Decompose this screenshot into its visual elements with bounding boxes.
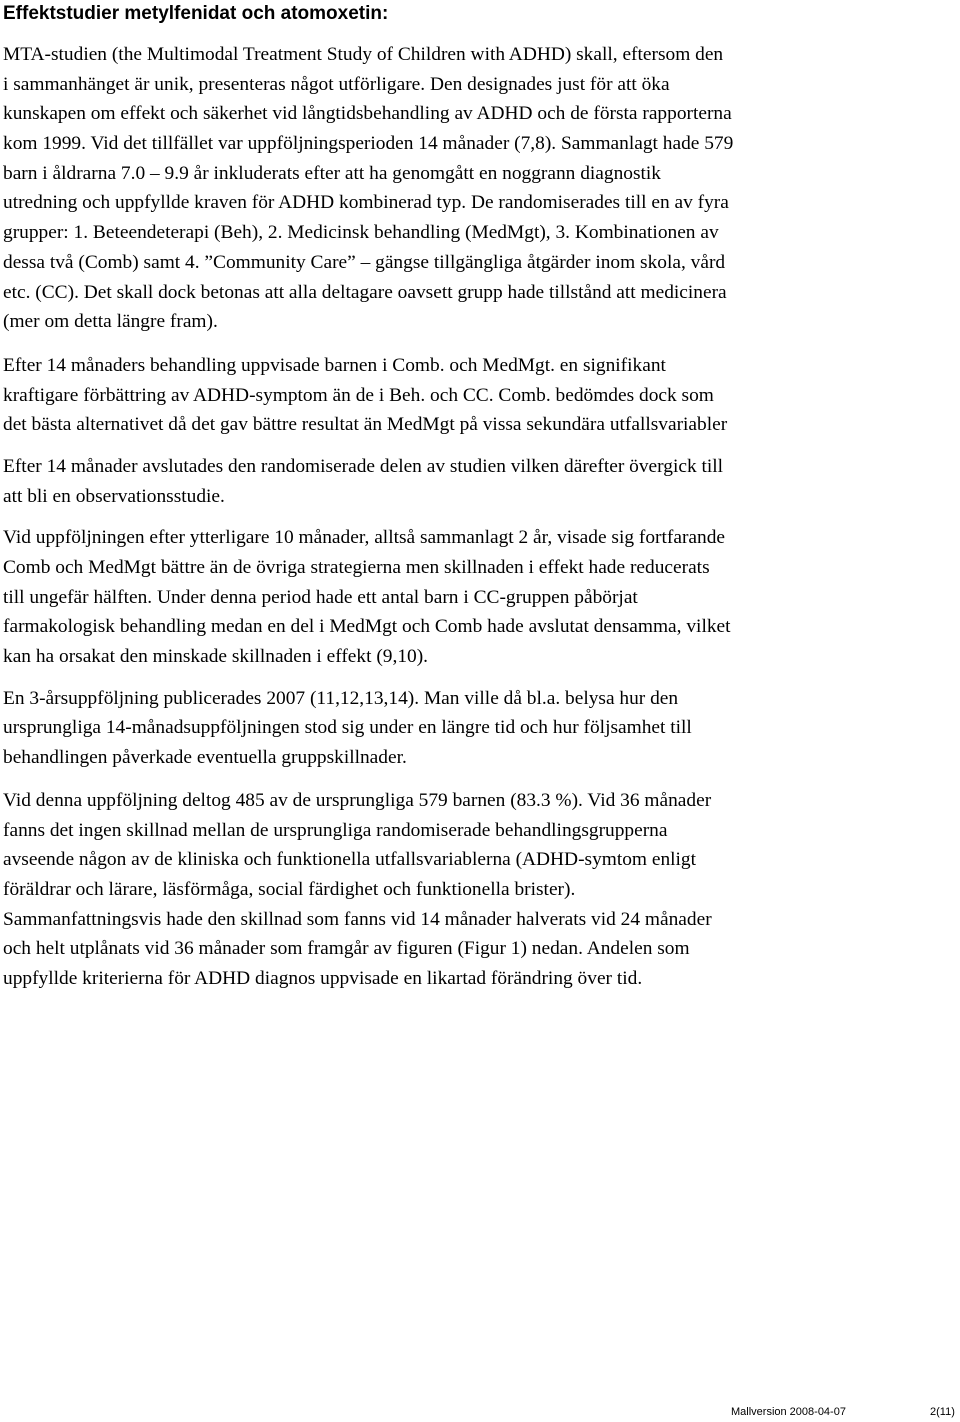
text-line: Efter 14 månader avslutades den randomiserade delen av studien vilken därefter övergick till — [3, 455, 724, 477]
text-line: etc. (CC). Det skall dock betonas att alla deltagare oavsett grupp hade tillstånd att medicinera — [3, 281, 727, 303]
text-line: utredning och uppfyllde kraven för ADHD kombinerad typ. De randomiserades till en av fyra — [3, 192, 729, 214]
text-line: föräldrar och lärare, läsförmåga, social färdighet och funktionella brister). — [3, 878, 576, 900]
text-line: det bästa alternativet då det gav bättre resultat än MedMgt på vissa sekundära utfallsvariabler — [3, 414, 728, 436]
paragraph-24-month-followup — [3, 523, 951, 671]
text-line: fanns det ingen skillnad mellan de ursprungliga randomiserade behandlingsgrupperna — [3, 819, 668, 841]
text-line: Efter 14 månaders behandling uppvisade barnen i Comb. och MedMgt. en signifikant — [3, 354, 666, 376]
text-line: till ungefär hälften. Under denna period hade ett antal barn i CC-gruppen påbörjat — [3, 586, 638, 608]
text-line: kom 1999. Vid det tillfället var uppföljningsperioden 14 månader (7,8). Sammanlagt hade 579 — [3, 133, 734, 155]
text-line: barn i åldrarna 7.0 – 9.9 år inkluderats efter att ha genomgått en noggrann diagnostik — [3, 162, 661, 184]
document-page — [3, 0, 951, 994]
text-line: grupper: 1. Beteendeterapi (Beh), 2. Medicinsk behandling (MedMgt), 3. Kombinationen av — [3, 222, 719, 244]
text-line: MTA-studien (the Multimodal Treatment Study of Children with ADHD) skall, eftersom den — [3, 44, 724, 65]
text-line: uppfyllde kriterierna för ADHD diagnos uppvisade en likartad förändring över tid. — [3, 967, 643, 989]
page-number: 2(11) — [930, 1406, 955, 1418]
text-line: Vid denna uppföljning deltog 485 av de ursprungliga 579 barnen (83.3 %). Vid 36 månader — [3, 789, 712, 811]
text-line: Comb och MedMgt bättre än de övriga strategierna men skillnaden i effekt hade reducerats — [3, 557, 710, 578]
paragraph-36-month-results — [3, 786, 951, 994]
text-line: En 3-årsuppföljning publicerades 2007 (11,12,13,14). Man ville då bl.a. belysa hur den — [3, 687, 679, 709]
paragraph-3-year-followup — [3, 684, 951, 773]
text-line: ursprungliga 14-månadsuppföljningen stod sig under en längre tid och hur följsamhet till — [3, 717, 692, 739]
template-version: Mallversion 2008-04-07 — [731, 1406, 846, 1418]
section-heading: Effektstudier metylfenidat och atomoxetin: — [3, 3, 389, 24]
text-line: avseende någon av de kliniska och funktionella utfallsvariablerna (ADHD-symtom enligt — [3, 849, 697, 871]
text-line: att bli en observationsstudie. — [3, 485, 225, 507]
text-line: kan ha orsakat den minskade skillnaden i effekt (9,10). — [3, 646, 429, 668]
text-line: kraftigare förbättring av ADHD-symptom än de i Beh. och CC. Comb. bedömdes dock som — [3, 384, 714, 406]
paragraph-mta-intro — [3, 40, 951, 337]
paragraph-randomized-end — [3, 452, 951, 511]
text-line: dessa två (Comb) samt 4. ”Community Care” – gängse tillgängliga åtgärder inom skola, vård — [3, 251, 726, 273]
text-line: farmakologisk behandling medan en del i MedMgt och Comb hade avslutat densamma, vilket — [3, 616, 731, 638]
text-line: behandlingen påverkade eventuella gruppskillnader. — [3, 747, 407, 769]
paragraph-14-month-results — [3, 351, 951, 440]
text-line: (mer om detta längre fram). — [3, 311, 218, 333]
text-line: Sammanfattningsvis hade den skillnad som fanns vid 14 månader halverats vid 24 månader — [3, 908, 712, 930]
page-footer — [0, 1405, 960, 1419]
text-line: och helt utplånats vid 36 månader som framgår av figuren (Figur 1) nedan. Andelen som — [3, 938, 690, 960]
text-line: i sammanhänget är unik, presenteras något utförligare. Den designades just för att öka — [3, 73, 670, 95]
text-line: kunskapen om effekt och säkerhet vid långtidsbehandling av ADHD och de första rapporterna — [3, 103, 732, 125]
text-line: Vid uppföljningen efter ytterligare 10 månader, alltså sammanlagt 2 år, visade sig fortfarande — [3, 527, 726, 549]
